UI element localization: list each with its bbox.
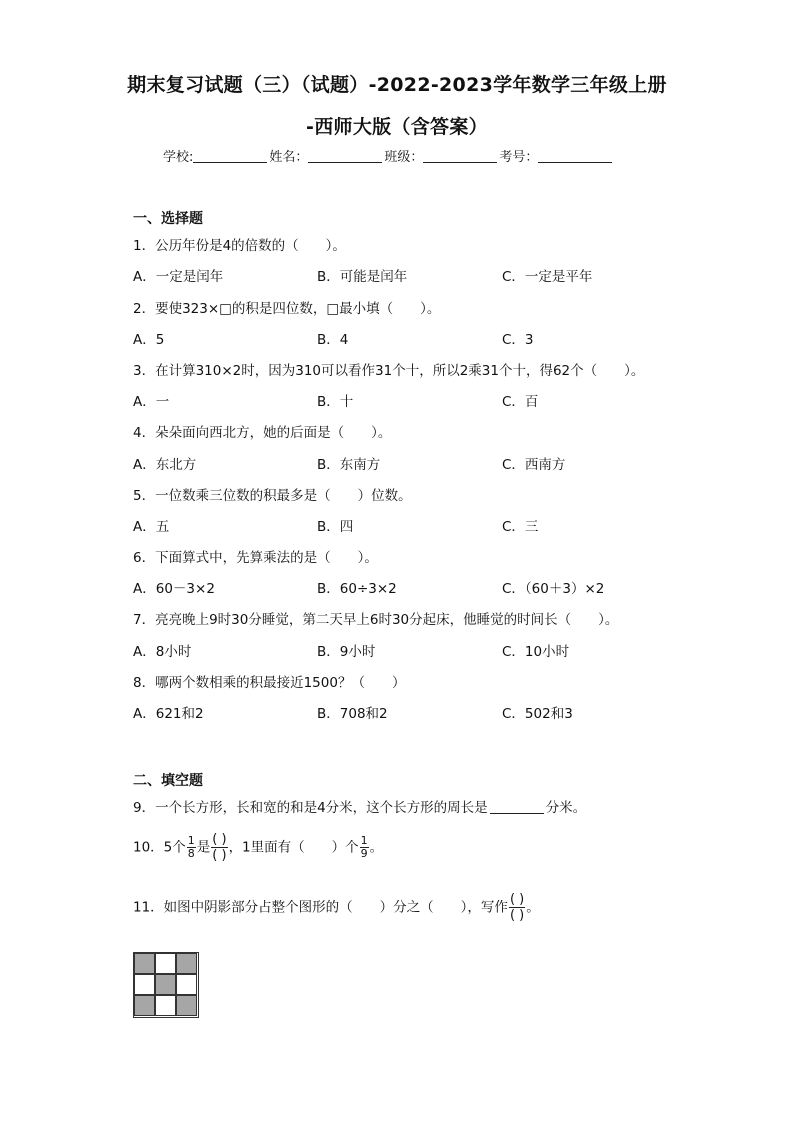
- grid-cell: [134, 974, 155, 995]
- fraction-one-eighth: [187, 835, 196, 860]
- question-6: 6．下面算式中，先算乘法的是（ ）。: [133, 550, 378, 566]
- question-7: 7．亮亮晚上9时30分睡觉，第二天早上6时30分起床，他睡觉的时间长（ ）。: [133, 612, 619, 628]
- school-blank[interactable]: [193, 150, 267, 163]
- question-3-option-a[interactable]: A．一: [133, 394, 170, 410]
- question-4-option-c[interactable]: C．西南方: [502, 457, 566, 473]
- question-1-option-a[interactable]: A．一定是闰年: [133, 269, 224, 285]
- question-2-option-c[interactable]: C．3: [502, 332, 534, 348]
- question-6-option-b[interactable]: B．60÷3×2: [317, 581, 397, 597]
- question-7-option-c[interactable]: C．10小时: [502, 644, 570, 660]
- fraction-numerator-blank[interactable]: ( ): [212, 832, 227, 847]
- question-2-option-a[interactable]: A．5: [133, 332, 165, 348]
- fraction-numerator: 1: [360, 834, 368, 847]
- question-10-text-b: 是: [196, 839, 211, 856]
- question-3-option-c[interactable]: C．百: [502, 394, 539, 410]
- section-heading-fill: 二、填空题: [133, 773, 203, 789]
- grid-cell: [176, 974, 197, 995]
- question-6-option-a[interactable]: A．60－3×2: [133, 581, 215, 597]
- question-8-option-c[interactable]: C．502和3: [502, 706, 573, 722]
- question-10-text-d: 。: [369, 839, 384, 856]
- page-title-line-2: -西师大版（含答案）: [306, 116, 488, 138]
- section-heading-choice: 一、选择题: [133, 211, 203, 227]
- question-5: 5．一位数乘三位数的积最多是（ ）位数。: [133, 488, 412, 504]
- question-11-text: 11．如图中阴影部分占整个图形的（ ）分之（ ），写作: [133, 899, 508, 916]
- question-5-option-c[interactable]: C．三: [502, 519, 539, 535]
- question-4-option-a[interactable]: A．东北方: [133, 457, 197, 473]
- grid-cell-shaded: [176, 953, 197, 974]
- question-3-option-b[interactable]: B．十: [317, 394, 354, 410]
- name-label: 姓名：: [269, 150, 309, 165]
- grid-cell-shaded: [155, 974, 176, 995]
- fraction-denominator: 9: [360, 847, 368, 860]
- question-10-text-a: 10．5个: [133, 839, 186, 856]
- question-7-option-a[interactable]: A．8小时: [133, 644, 192, 660]
- question-8-option-b[interactable]: B．708和2: [317, 706, 388, 722]
- page-title-line-1: 期末复习试题（三）（试题）-2022-2023学年数学三年级上册: [127, 74, 667, 96]
- question-4: 4．朵朵面向西北方，她的后面是（ ）。: [133, 425, 392, 441]
- class-blank[interactable]: [423, 150, 497, 163]
- question-11: [133, 892, 540, 923]
- question-9-text: 9．一个长方形，长和宽的和是4分米，这个长方形的周长是: [133, 800, 488, 816]
- question-7-option-b[interactable]: B．9小时: [317, 644, 376, 660]
- grid-cell: [155, 953, 176, 974]
- question-2-option-b[interactable]: B．4: [317, 332, 349, 348]
- fraction-one-ninth: [360, 835, 369, 860]
- question-3: 3．在计算310×2时，因为310可以看作31个十，所以2乘31个十，得62个（ ）。: [133, 363, 645, 379]
- shaded-grid-figure: [133, 952, 199, 1018]
- grid-cell: [155, 995, 176, 1016]
- question-5-option-b[interactable]: B．四: [317, 519, 354, 535]
- question-10-text-c: ，1里面有（ ）个: [228, 839, 359, 856]
- number-blank[interactable]: [538, 150, 612, 163]
- fraction-denominator-blank[interactable]: ( ): [509, 908, 525, 923]
- number-label: 考号：: [499, 150, 539, 165]
- grid-cell-shaded: [176, 995, 197, 1016]
- question-5-option-a[interactable]: A．五: [133, 519, 170, 535]
- fraction-numerator-blank[interactable]: ( ): [509, 892, 525, 907]
- grid-cell-shaded: [134, 995, 155, 1016]
- question-11-end: 。: [526, 899, 540, 916]
- question-8: 8．哪两个数相乘的积最接近1500？（ ）: [133, 675, 406, 691]
- question-9: [133, 796, 586, 816]
- question-1-option-b[interactable]: B．可能是闰年: [317, 269, 408, 285]
- fraction-denominator: 8: [187, 847, 195, 860]
- question-6-option-c[interactable]: C．（60＋3）×2: [502, 581, 605, 597]
- school-label: 学校:: [163, 150, 194, 165]
- class-label: 班级：: [384, 150, 424, 165]
- fraction-numerator: 1: [187, 834, 195, 847]
- name-blank[interactable]: [308, 150, 382, 163]
- question-9-answer-blank[interactable]: [490, 801, 544, 814]
- question-2: 2．要使323×□的积是四位数，□最小填（ ）。: [133, 301, 441, 317]
- fraction-denominator-blank[interactable]: ( ): [212, 848, 227, 863]
- question-1: 1．公历年份是4的倍数的（ ）。: [133, 238, 346, 254]
- question-9-unit: 分米。: [545, 800, 587, 816]
- student-info-line: [163, 146, 614, 165]
- question-1-option-c[interactable]: C．一定是平年: [502, 269, 593, 285]
- question-10: [133, 832, 383, 863]
- question-4-option-b[interactable]: B．东南方: [317, 457, 381, 473]
- grid-cell-shaded: [134, 953, 155, 974]
- question-8-option-a[interactable]: A．621和2: [133, 706, 204, 722]
- answer-fraction-blank[interactable]: [211, 832, 227, 863]
- answer-fraction-blank[interactable]: [509, 892, 525, 923]
